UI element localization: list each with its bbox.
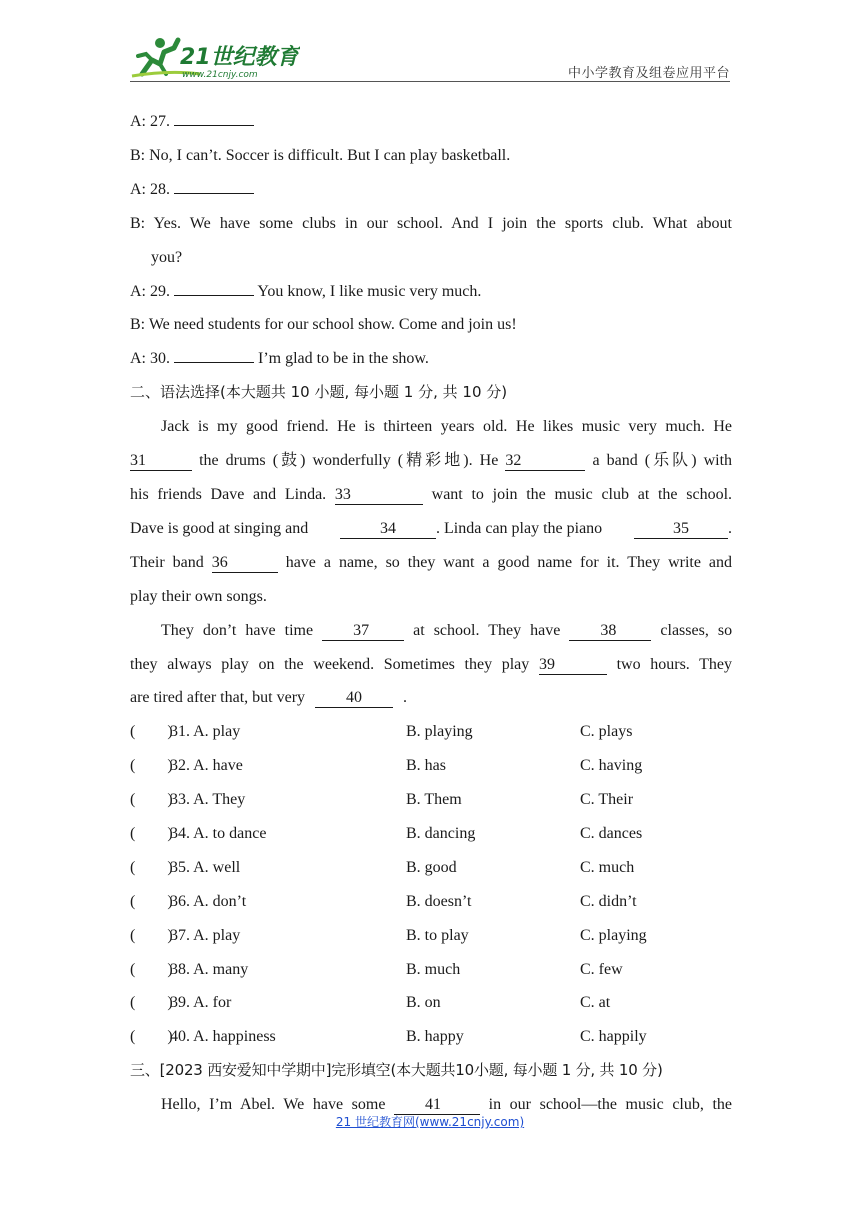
answer-paren[interactable]: ( ) bbox=[130, 1028, 173, 1046]
passage-line: Their band 36 have a name, so they want a good name for it. They write and bbox=[130, 553, 733, 571]
passage-line: they always play on the weekend. Sometimes they play 39 two hours. They bbox=[130, 655, 733, 673]
blank-36[interactable]: 36 bbox=[212, 554, 278, 573]
option-row bbox=[130, 817, 732, 851]
answer-paren[interactable]: ( ) bbox=[130, 926, 173, 944]
option-b[interactable]: B. much bbox=[406, 960, 461, 978]
passage-line: Jack is my good friend. He is thirteen years old. He likes music very much. He bbox=[161, 418, 732, 436]
document-body bbox=[130, 105, 732, 1122]
page-header bbox=[130, 34, 730, 82]
option-a[interactable]: 40. A. happiness bbox=[170, 1028, 276, 1046]
blank-33[interactable]: 33 bbox=[335, 486, 423, 505]
option-c[interactable]: C. dances bbox=[580, 824, 643, 842]
platform-label: 中小学教育及组卷应用平台 bbox=[567, 66, 730, 81]
page-footer bbox=[0, 1113, 860, 1130]
option-row bbox=[130, 986, 732, 1020]
answer-paren[interactable]: ( ) bbox=[130, 892, 173, 910]
option-row bbox=[130, 783, 732, 817]
option-c[interactable]: C. at bbox=[580, 994, 611, 1012]
option-a[interactable]: 39. A. for bbox=[170, 994, 232, 1012]
answer-paren[interactable]: ( ) bbox=[130, 723, 173, 741]
passage-line: Hello, I’m Abel. We have some 41 in our school—the music club, the bbox=[161, 1096, 733, 1114]
blank-31[interactable]: 31 bbox=[130, 452, 192, 471]
answer-paren[interactable]: ( ) bbox=[130, 960, 173, 978]
svg-text:www.21cnjy.com: www.21cnjy.com bbox=[182, 70, 258, 80]
option-b[interactable]: B. doesn’t bbox=[406, 892, 472, 910]
option-a[interactable]: 37. A. play bbox=[170, 926, 241, 944]
option-row bbox=[130, 919, 732, 953]
blank-32[interactable]: 32 bbox=[505, 452, 585, 471]
dialogue-line-30: A: 30. I’m glad to be in the show. bbox=[130, 350, 429, 368]
option-c[interactable]: C. playing bbox=[580, 926, 647, 944]
blank-39[interactable]: 39 bbox=[539, 656, 607, 675]
dialogue-line-b2: B: Yes. We have some clubs in our school. And I join the sports club. What about bbox=[130, 214, 733, 232]
option-b[interactable]: B. to play bbox=[406, 926, 469, 944]
answer-blank-27[interactable] bbox=[174, 125, 254, 126]
option-a[interactable]: 33. A. They bbox=[170, 791, 246, 809]
option-b[interactable]: B. has bbox=[406, 757, 446, 775]
blank-35[interactable]: 35 bbox=[634, 520, 728, 539]
option-a[interactable]: 34. A. to dance bbox=[170, 824, 267, 842]
option-a[interactable]: 38. A. many bbox=[170, 960, 249, 978]
option-row bbox=[130, 715, 732, 749]
svg-text:21世纪教育: 21世纪教育 bbox=[180, 45, 299, 70]
dialogue-line-28: A: 28. bbox=[130, 173, 732, 207]
option-b[interactable]: B. good bbox=[406, 858, 457, 876]
option-a[interactable]: 35. A. well bbox=[170, 858, 241, 876]
option-b[interactable]: B. dancing bbox=[406, 824, 476, 842]
option-c[interactable]: C. happily bbox=[580, 1028, 647, 1046]
answer-paren[interactable]: ( ) bbox=[130, 791, 173, 809]
option-b[interactable]: B. Them bbox=[406, 791, 462, 809]
section-title-grammar: 二、语法选择(本大题共 10 小题, 每小题 1 分, 共 10 分) bbox=[130, 383, 508, 402]
logo bbox=[130, 34, 300, 80]
passage-line: Dave is good at singing and 34 . Linda can play the piano 35 . bbox=[130, 519, 732, 537]
option-row bbox=[130, 851, 732, 885]
option-b[interactable]: B. happy bbox=[406, 1028, 464, 1046]
option-b[interactable]: B. on bbox=[406, 994, 441, 1012]
option-a[interactable]: 36. A. don’t bbox=[170, 892, 247, 910]
option-a[interactable]: 31. A. play bbox=[170, 723, 241, 741]
blank-41[interactable]: 41 bbox=[394, 1096, 480, 1115]
option-b[interactable]: B. playing bbox=[406, 723, 473, 741]
option-row bbox=[130, 1020, 732, 1054]
option-row bbox=[130, 885, 732, 919]
dialogue-line-b1: B: No, I can’t. Soccer is difficult. But I can play basketball. bbox=[130, 146, 511, 164]
option-c[interactable]: C. having bbox=[580, 757, 643, 775]
answer-paren[interactable]: ( ) bbox=[130, 757, 173, 775]
option-c[interactable]: C. Their bbox=[580, 791, 634, 809]
option-c[interactable]: C. didn’t bbox=[580, 892, 637, 910]
option-row bbox=[130, 749, 732, 783]
dialogue-line-b3: B: We need students for our school show. Come and join us! bbox=[130, 316, 517, 334]
option-c[interactable]: C. few bbox=[580, 960, 623, 978]
header-divider bbox=[130, 81, 730, 82]
blank-38[interactable]: 38 bbox=[569, 622, 651, 641]
section-title-cloze: 三、[2023 西安爱知中学期中]完形填空(本大题共10小题, 每小题 1 分, 共 10 分) bbox=[130, 1061, 663, 1080]
passage-line: They don’t have time 37 at school. They have 38 classes, so bbox=[161, 621, 733, 639]
answer-paren[interactable]: ( ) bbox=[130, 858, 173, 876]
options-list bbox=[130, 715, 732, 1054]
option-row bbox=[130, 953, 732, 987]
dialogue-line-b2-cont: you? bbox=[151, 248, 183, 266]
answer-paren[interactable]: ( ) bbox=[130, 994, 173, 1012]
passage-line: 31 the drums (鼓) wonderfully (精彩地). He 32 a band (乐队) with bbox=[130, 452, 733, 470]
passage-line: play their own songs. bbox=[130, 587, 267, 605]
option-c[interactable]: C. plays bbox=[580, 723, 633, 741]
blank-37[interactable]: 37 bbox=[322, 622, 404, 641]
blank-34[interactable]: 34 bbox=[340, 520, 436, 539]
passage-line: his friends Dave and Linda. 33 want to join the music club at the school. bbox=[130, 485, 733, 503]
dialogue-line-29: A: 29. You know, I like music very much. bbox=[130, 282, 482, 300]
option-a[interactable]: 32. A. have bbox=[170, 757, 243, 775]
blank-40[interactable]: 40 bbox=[315, 689, 393, 708]
passage-line: are tired after that, but very 40 . bbox=[130, 689, 408, 707]
answer-blank-30[interactable] bbox=[174, 362, 254, 363]
answer-blank-29[interactable] bbox=[174, 295, 254, 296]
answer-blank-28[interactable] bbox=[174, 193, 254, 194]
footer-link[interactable]: 21 世纪教育网(www.21cnjy.com) bbox=[335, 1115, 525, 1129]
option-c[interactable]: C. much bbox=[580, 858, 635, 876]
dialogue-line-27: A: 27. bbox=[130, 105, 732, 139]
answer-paren[interactable]: ( ) bbox=[130, 824, 173, 842]
